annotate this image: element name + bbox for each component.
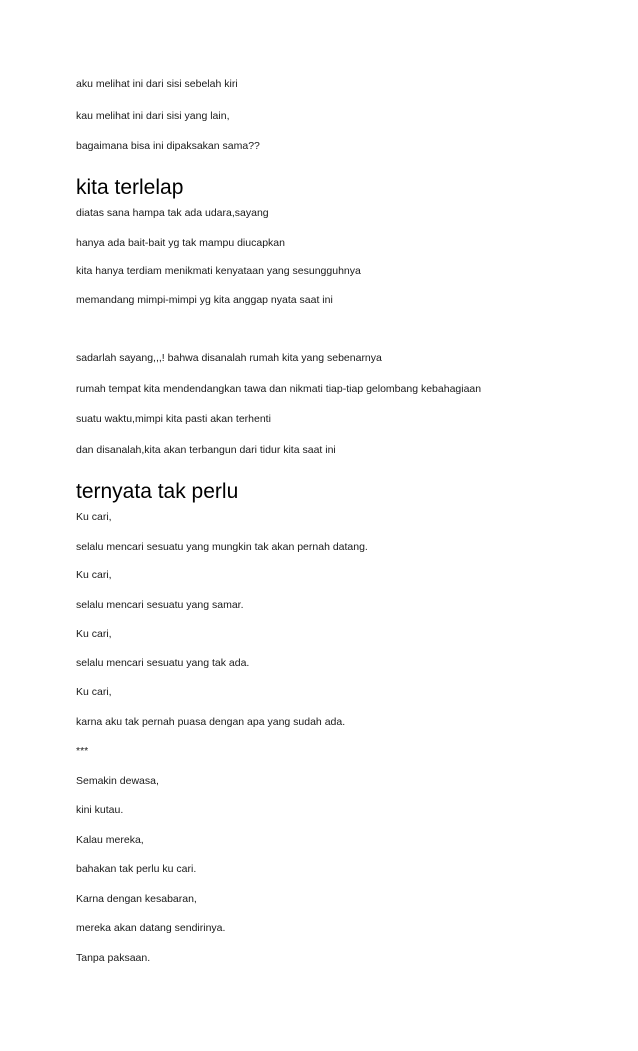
text-line: Karna dengan kesabaran, <box>76 893 197 905</box>
section-heading: kita terlelap <box>76 176 184 199</box>
text-line: aku melihat ini dari sisi sebelah kiri <box>76 78 238 90</box>
text-line: selalu mencari sesuatu yang mungkin tak akan pernah datang. <box>76 541 368 553</box>
text-line: suatu waktu,mimpi kita pasti akan terhenti <box>76 413 271 425</box>
text-line: memandang mimpi-mimpi yg kita anggap nyata saat ini <box>76 294 333 306</box>
text-line: bahakan tak perlu ku cari. <box>76 863 197 875</box>
text-line: kini kutau. <box>76 804 124 816</box>
text-line: rumah tempat kita mendendangkan tawa dan nikmati tiap-tiap gelombang kebahagiaan <box>76 383 482 395</box>
text-line: Semakin dewasa, <box>76 775 159 787</box>
text-line: diatas sana hampa tak ada udara,sayang <box>76 207 269 219</box>
text-line: Ku cari, <box>76 686 112 698</box>
text-line: Ku cari, <box>76 511 112 523</box>
text-line: selalu mencari sesuatu yang samar. <box>76 599 244 611</box>
section-heading: ternyata tak perlu <box>76 480 239 503</box>
text-line: kita hanya terdiam menikmati kenyataan yang sesungguhnya <box>76 265 361 277</box>
text-line: selalu mencari sesuatu yang tak ada. <box>76 657 250 669</box>
text-line: hanya ada bait-bait yg tak mampu diucapkan <box>76 237 285 249</box>
text-line: sadarlah sayang,,,! bahwa disanalah rumah kita yang sebenarnya <box>76 352 382 364</box>
text-line: Tanpa paksaan. <box>76 952 151 964</box>
text-line: bagaimana bisa ini dipaksakan sama?? <box>76 140 260 152</box>
separator-text: *** <box>76 745 89 757</box>
text-line: mereka akan datang sendirinya. <box>76 922 226 934</box>
text-line: Ku cari, <box>76 628 112 640</box>
text-line: Ku cari, <box>76 569 112 581</box>
text-line: Kalau mereka, <box>76 834 144 846</box>
text-line: dan disanalah,kita akan terbangun dari tidur kita saat ini <box>76 444 336 456</box>
text-line: kau melihat ini dari sisi yang lain, <box>76 110 230 122</box>
text-line: karna aku tak pernah puasa dengan apa yang sudah ada. <box>76 716 346 728</box>
